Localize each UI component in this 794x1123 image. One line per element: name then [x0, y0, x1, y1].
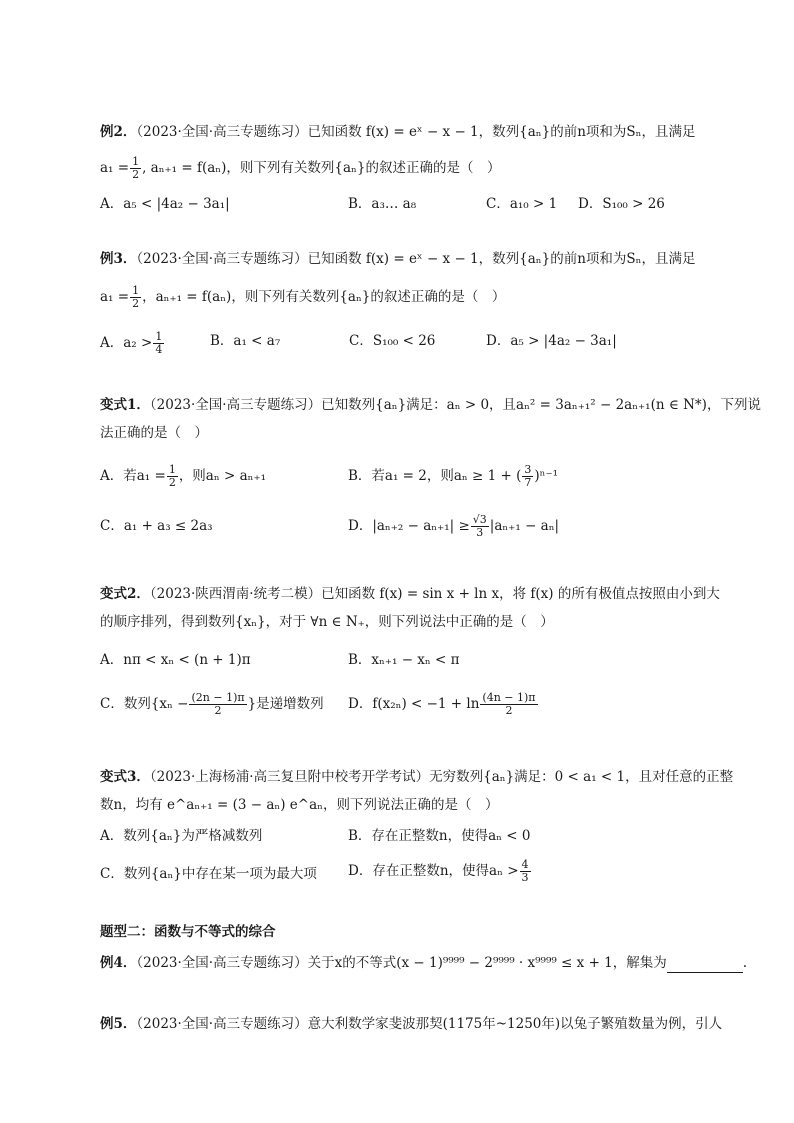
var1-stem1: 已知数列{aₙ}满足：aₙ > 0，且aₙ² = 3aₙ₊₁² − 2aₙ₊₁(n ∈ N*)，下列说 — [321, 397, 761, 413]
ex3-label: 例3． — [100, 251, 137, 267]
ex2-source: （2023·全国·高三专题练习） — [136, 124, 308, 140]
var2-option-a: A．nπ < xₙ < (n + 1)π — [100, 652, 251, 668]
ex3-option-b: B．a₁ < a₇ — [210, 333, 281, 349]
ex4-line: 例4．（2023·全国·高三专题练习）关于x的不等式(x − 1)⁹⁹⁹⁹ − 2⁹⁹⁹⁹ · x⁹⁹⁹⁹ ≤ x + 1，解集为 . — [100, 955, 748, 971]
var3-source: （2023·上海杨浦·高三复旦附中校考开学考试） — [149, 769, 430, 785]
var3-label: 变式3． — [100, 769, 150, 785]
var3-line2: 数n，均有 e^aₙ₊₁ = (3 − aₙ) e^aₙ，则下列说法正确的是（ ） — [100, 797, 499, 813]
var1-source: （2023·全国·高三专题练习） — [149, 397, 322, 413]
ex2-option-d: D．S₁₀₀ > 26 — [578, 196, 665, 212]
var3-line1 — [100, 767, 733, 787]
ex2-line1 — [100, 122, 696, 142]
ex2-option-a: A．a₅ < |4a₂ − 3a₁| — [100, 196, 230, 212]
var3-option-a: A．数列{aₙ}为严格减数列 — [100, 828, 263, 844]
ex3-stem2: ，aₙ₊₁ = f(aₙ)，则下列有关数列{aₙ}的叙述正确的是（ ） — [142, 289, 506, 305]
ex3-stem1: 已知函数 f(x) = eˣ − x − 1，数列{aₙ}的前n项和为Sₙ，且满足 — [307, 251, 696, 267]
var2-line1 — [100, 584, 720, 604]
var1-option-b: B．若a₁ = 2，则aₙ ≥ 1 + ( $\frac{3}{7}$ )ⁿ⁻¹ — [348, 463, 559, 489]
ex3-option-c: C．S₁₀₀ < 26 — [349, 333, 436, 349]
ex3-a1: a₁ = — [100, 289, 130, 305]
ex3-option-d: D．a₅ > |4a₂ − 3a₁| — [486, 333, 617, 349]
ex3-line2 — [100, 285, 505, 310]
ex3-fraction: $\frac{1}{2}$ — [132, 284, 140, 310]
ex2-stem1: 已知函数 f(x) = eˣ − x − 1，数列{aₙ}的前n项和为Sₙ，且满足 — [307, 124, 696, 140]
answer-blank[interactable] — [667, 958, 743, 973]
ex2-option-c: C．a₁₀ > 1 — [486, 196, 558, 212]
ex4-source: （2023·全国·高三专题练习） — [136, 955, 308, 971]
section-title: 题型二：函数与不等式的综合 — [100, 924, 276, 940]
ex3-option-a: A．a₂ > $\frac{1}{4}$ — [100, 330, 163, 356]
var2-stem1: 已知函数 f(x) = sin x + ln x，将 f(x) 的所有极值点按照由小到大 — [321, 586, 720, 602]
var3-option-c: C．数列{aₙ}中存在某一项为最大项 — [100, 866, 317, 882]
var2-label: 变式2． — [100, 586, 150, 602]
var1-option-d: D．|aₙ₊₂ − aₙ₊₁| ≥ $\frac{√3}{3}$ |aₙ₊₁ − aₙ| — [348, 513, 560, 539]
var1-label: 变式1． — [100, 397, 150, 413]
ex2-line2 — [100, 156, 500, 181]
var2-option-b: B．xₙ₊₁ − xₙ < π — [348, 652, 460, 668]
var2-option-d: D．f(x₂ₙ) < −1 + ln $\frac{(4n - 1)\pi}{2}$ — [348, 691, 536, 717]
var2-option-c: C．数列{xₙ − $\frac{(2n - 1)\pi}{2}$ }是递增数列 — [100, 691, 324, 717]
ex2-stem2: , aₙ₊₁ = f(aₙ)，则下列有关数列{aₙ}的叙述正确的是（ ） — [142, 160, 501, 176]
var1-line2: 法正确的是（ ） — [100, 425, 208, 441]
var2-source: （2023·陕西渭南·统考二模） — [149, 586, 322, 602]
ex5-stem: 意大利数学家斐波那契(1175年~1250年)以兔子繁殖数量为例，引人 — [307, 1016, 723, 1032]
ex3-source: （2023·全国·高三专题练习） — [136, 251, 308, 267]
ex2-option-b: B．a₃… a₈ — [348, 196, 417, 212]
ex2-fraction: $\frac{1}{2}$ — [132, 155, 140, 181]
var3-option-d: D．存在正整数n，使得aₙ > $\frac{4}{3}$ — [348, 858, 529, 884]
ex4-stem: 关于x的不等式(x − 1)⁹⁹⁹⁹ − 2⁹⁹⁹⁹ · x⁹⁹⁹⁹ ≤ x + 1，解集为 — [307, 955, 667, 971]
var3-stem1: 无穷数列{aₙ}满足：0 < a₁ < 1，且对任意的正整 — [429, 769, 734, 785]
var2-line2: 的顺序排列，得到数列{xₙ}，对于 ∀n ∈ N₊，则下列说法中正确的是（ ） — [100, 614, 554, 630]
ex5-label: 例5． — [100, 1016, 137, 1032]
ex4-label: 例4． — [100, 955, 137, 971]
var1-option-a: A．若a₁ = $\frac{1}{2}$ ，则aₙ > aₙ₊₁ — [100, 463, 267, 489]
ex5-line — [100, 1014, 722, 1034]
ex3-line1 — [100, 249, 696, 269]
ex2-label: 例2． — [100, 124, 137, 140]
ex2-a1: a₁ = — [100, 160, 130, 176]
ex5-source: （2023·全国·高三专题练习） — [136, 1016, 308, 1032]
var1-option-c: C．a₁ + a₃ ≤ 2a₃ — [100, 518, 213, 534]
var1-line1 — [100, 395, 761, 415]
var3-option-b: B．存在正整数n，使得aₙ < 0 — [348, 828, 531, 844]
